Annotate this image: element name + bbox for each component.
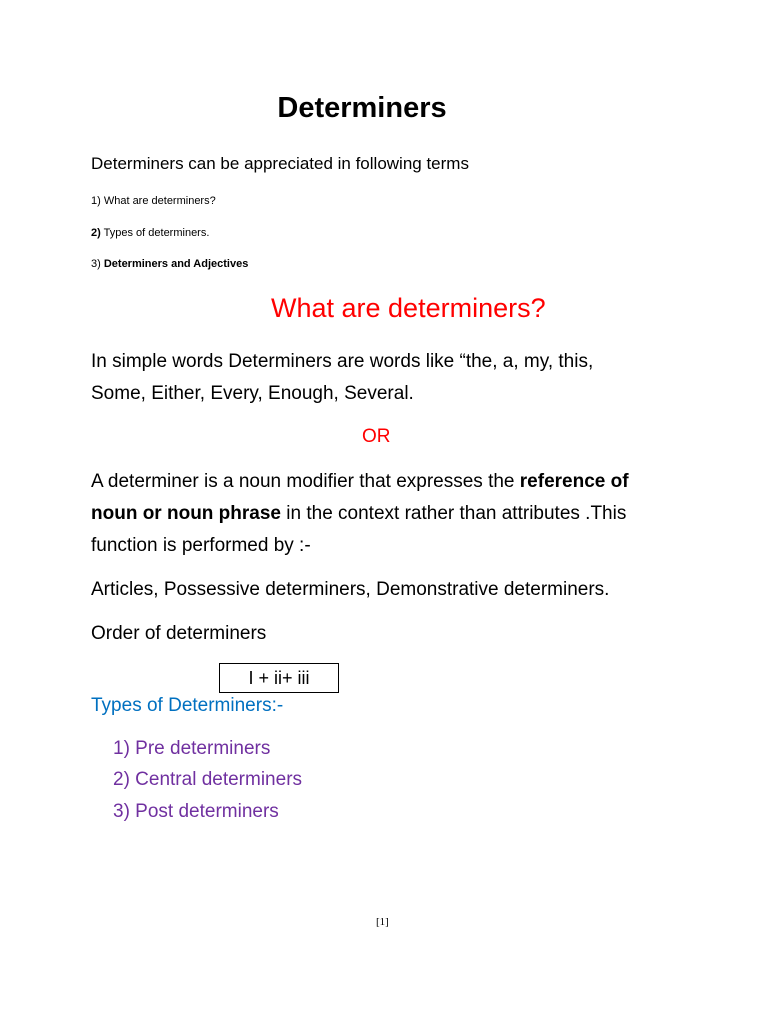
toc-item-2-number: 2) (91, 227, 101, 239)
types-list-item-1: 1) Pre determiners (113, 738, 271, 759)
definition-paragraph-2 (91, 466, 629, 562)
definition-paragraph-1 (91, 346, 593, 410)
functions-paragraph: Articles, Possessive determiners, Demonstrative determiners. (91, 579, 610, 600)
paragraph-line: Some, Either, Every, Enough, Several. (91, 383, 414, 404)
page-title: Determiners (277, 92, 447, 124)
paragraph-line (91, 498, 629, 530)
section-heading: What are determiners? (271, 293, 546, 323)
types-list-item-3: 3) Post determiners (113, 801, 279, 822)
toc-item-3-text: Determiners and Adjectives (103, 258, 249, 270)
types-list-item-2: 2) Central determiners (113, 769, 303, 790)
toc-item-3-number: 3) (91, 258, 104, 270)
order-box: I + ii+ iii (219, 663, 339, 693)
types-heading: Types of Determiners:- (91, 695, 284, 716)
toc-item-2-text: Types of determiners. (100, 227, 210, 239)
bold-text: reference of (519, 471, 629, 492)
paragraph-text: in the context rather than attributes .This (281, 503, 627, 524)
toc-item-3 (91, 258, 248, 270)
order-label: Order of determiners (91, 623, 267, 644)
paragraph-line (91, 466, 629, 498)
paragraph-text: A determiner is a noun modifier that expresses the (91, 471, 520, 492)
page-number: [1] (376, 916, 389, 928)
intro-text: Determiners can be appreciated in following terms (91, 154, 469, 173)
paragraph-line: function is performed by :- (91, 535, 311, 556)
paragraph-line: In simple words Determiners are words like “the, a, my, this, (91, 351, 594, 372)
bold-text: noun or noun phrase (91, 503, 281, 524)
or-separator: OR (362, 426, 391, 447)
toc-item-2 (91, 227, 209, 239)
toc-item-1: 1) What are determiners? (91, 195, 216, 207)
